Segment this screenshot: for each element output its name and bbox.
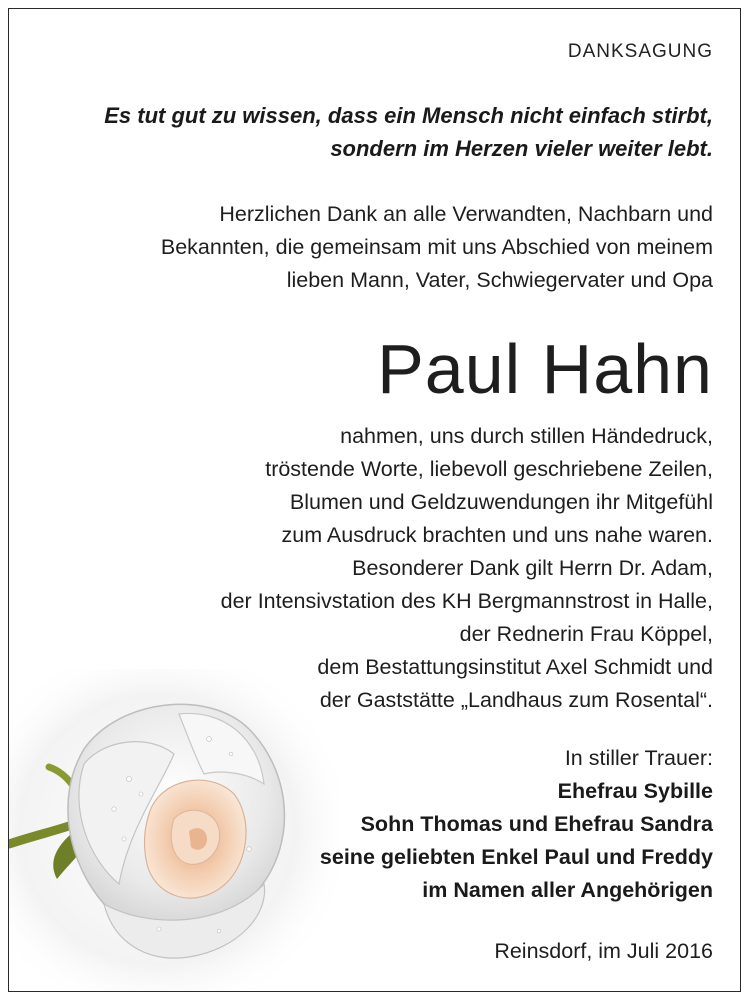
quote-line: Es tut gut zu wissen, dass ein Mensch nicht einfach stirbt,	[104, 103, 713, 128]
obituary-notice	[8, 8, 741, 992]
mourner-line: im Namen aller Angehörigen	[422, 878, 713, 902]
mourner-line: seine geliebten Enkel Paul und Freddy	[319, 845, 713, 869]
thanks-line: der Rednerin Frau Köppel,	[459, 622, 713, 646]
quote-line: sondern im Herzen vieler weiter lebt.	[330, 136, 713, 161]
deceased-name: Paul Hahn	[377, 330, 713, 408]
mourner-line: Sohn Thomas und Ehefrau Sandra	[360, 812, 713, 836]
mourner-line: Ehefrau Sybille	[557, 779, 713, 803]
thanks-line: tröstende Worte, liebevoll geschriebene Zeilen,	[265, 457, 713, 481]
intro-line: Bekannten, die gemeinsam mit uns Abschied von meinem	[160, 235, 713, 259]
place-date: Reinsdorf, im Juli 2016	[494, 939, 713, 963]
thanks-line: nahmen, uns durch stillen Händedruck,	[340, 424, 713, 448]
thanks-line: der Gaststätte „Landhaus zum Rosental“.	[319, 688, 713, 712]
white-rose-icon	[9, 669, 339, 991]
thanks-line: Besonderer Dank gilt Herrn Dr. Adam,	[352, 556, 713, 580]
thanks-line: dem Bestattungsinstitut Axel Schmidt und	[317, 655, 713, 679]
thanks-line: der Intensivstation des KH Bergmannstrost in Halle,	[220, 589, 713, 613]
thanks-line: zum Ausdruck brachten und uns nahe waren.	[281, 523, 713, 547]
intro-line: lieben Mann, Vater, Schwiegervater und Opa	[286, 268, 713, 292]
thanks-line: Blumen und Geldzuwendungen ihr Mitgefühl	[289, 490, 713, 514]
mourning-label: In stiller Trauer:	[564, 746, 713, 770]
intro-line: Herzlichen Dank an alle Verwandten, Nachbarn und	[219, 202, 713, 226]
heading-danksagung: DANKSAGUNG	[567, 41, 713, 62]
